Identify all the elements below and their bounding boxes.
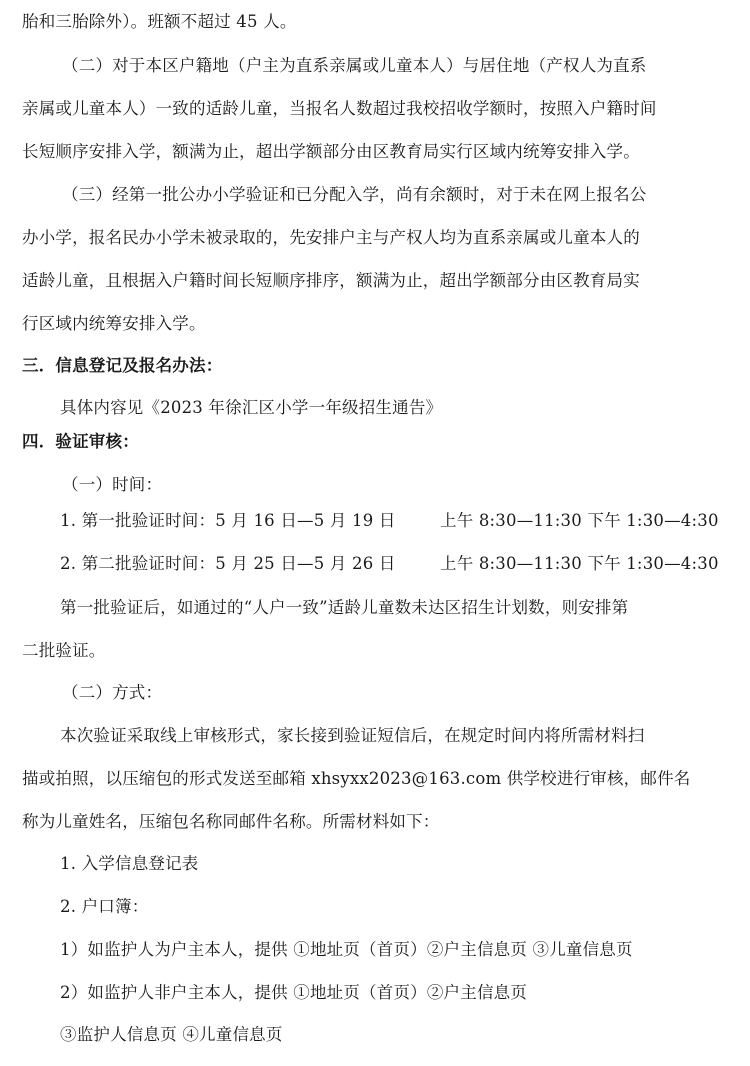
- list-item: 1. 入学信息登记表: [60, 854, 199, 873]
- paragraph-line: （三）经第一批公办小学验证和已分配入学，尚有余额时，对于未在网上报名公: [62, 185, 647, 204]
- list-item: 2. 户口簿：: [60, 897, 149, 916]
- paragraph-line: 办小学，报名民办小学未被录取的，先安排户主与产权人均为直系亲属或儿童本人的: [22, 228, 640, 247]
- section-heading: 四．验证审核：: [22, 432, 139, 451]
- list-item: 2）如监护人非户主本人，提供 ①地址页（首页）②户主信息页: [60, 983, 528, 1002]
- paragraph-line: 长短顺序安排入学，额满为止，超出学额部分由区教育局实行区域内统筹安排入学。: [22, 142, 640, 161]
- paragraph-line: 第一批验证后，如通过的“人户一致”适龄儿童数未达区招生计划数，则安排第: [60, 598, 629, 617]
- subsection-heading: （二）方式：: [62, 683, 163, 702]
- paragraph-line: 适龄儿童，且根据入户籍时间长短顺序排序，额满为止，超出学额部分由区教育局实: [22, 271, 640, 290]
- paragraph-line: 本次验证采取线上审核形式，家长接到验证短信后，在规定时间内将所需材料扫: [60, 726, 645, 745]
- paragraph-line: 描或拍照，以压缩包的形式发送至邮箱 xhsyxx2023@163.com 供学校进行审核，邮件名: [22, 769, 691, 788]
- schedule-hours: 上午 8:30—11:30 下午 1:30—4:30: [440, 554, 719, 573]
- schedule-hours: 上午 8:30—11:30 下午 1:30—4:30: [440, 511, 719, 530]
- paragraph-line: 称为儿童姓名，压缩包名称同邮件名称。所需材料如下：: [22, 812, 440, 831]
- paragraph-line: 胎和三胎除外）。班额不超过 45 人。: [22, 12, 297, 31]
- schedule-date: 1. 第一批验证时间：5 月 16 日—5 月 19 日: [60, 511, 396, 530]
- list-item: ③监护人信息页 ④儿童信息页: [60, 1025, 283, 1044]
- paragraph-line: （二）对于本区户籍地（户主为直系亲属或儿童本人）与居住地（产权人为直系: [62, 56, 647, 75]
- section-heading: 三．信息登记及报名办法：: [22, 356, 223, 375]
- paragraph-line: 行区域内统筹安排入学。: [22, 314, 206, 333]
- subsection-heading: （一）时间：: [62, 475, 163, 494]
- paragraph-line: 亲属或儿童本人）一致的适龄儿童，当报名人数超过我校招收学额时，按照入户籍时间: [22, 99, 657, 118]
- list-item: 1）如监护人为户主本人，提供 ①地址页（首页）②户主信息页 ③儿童信息页: [60, 940, 633, 959]
- schedule-date: 2. 第二批验证时间：5 月 25 日—5 月 26 日: [60, 554, 396, 573]
- paragraph-line: 具体内容见《2023 年徐汇区小学一年级招生通告》: [60, 398, 443, 417]
- paragraph-line: 二批验证。: [22, 641, 106, 660]
